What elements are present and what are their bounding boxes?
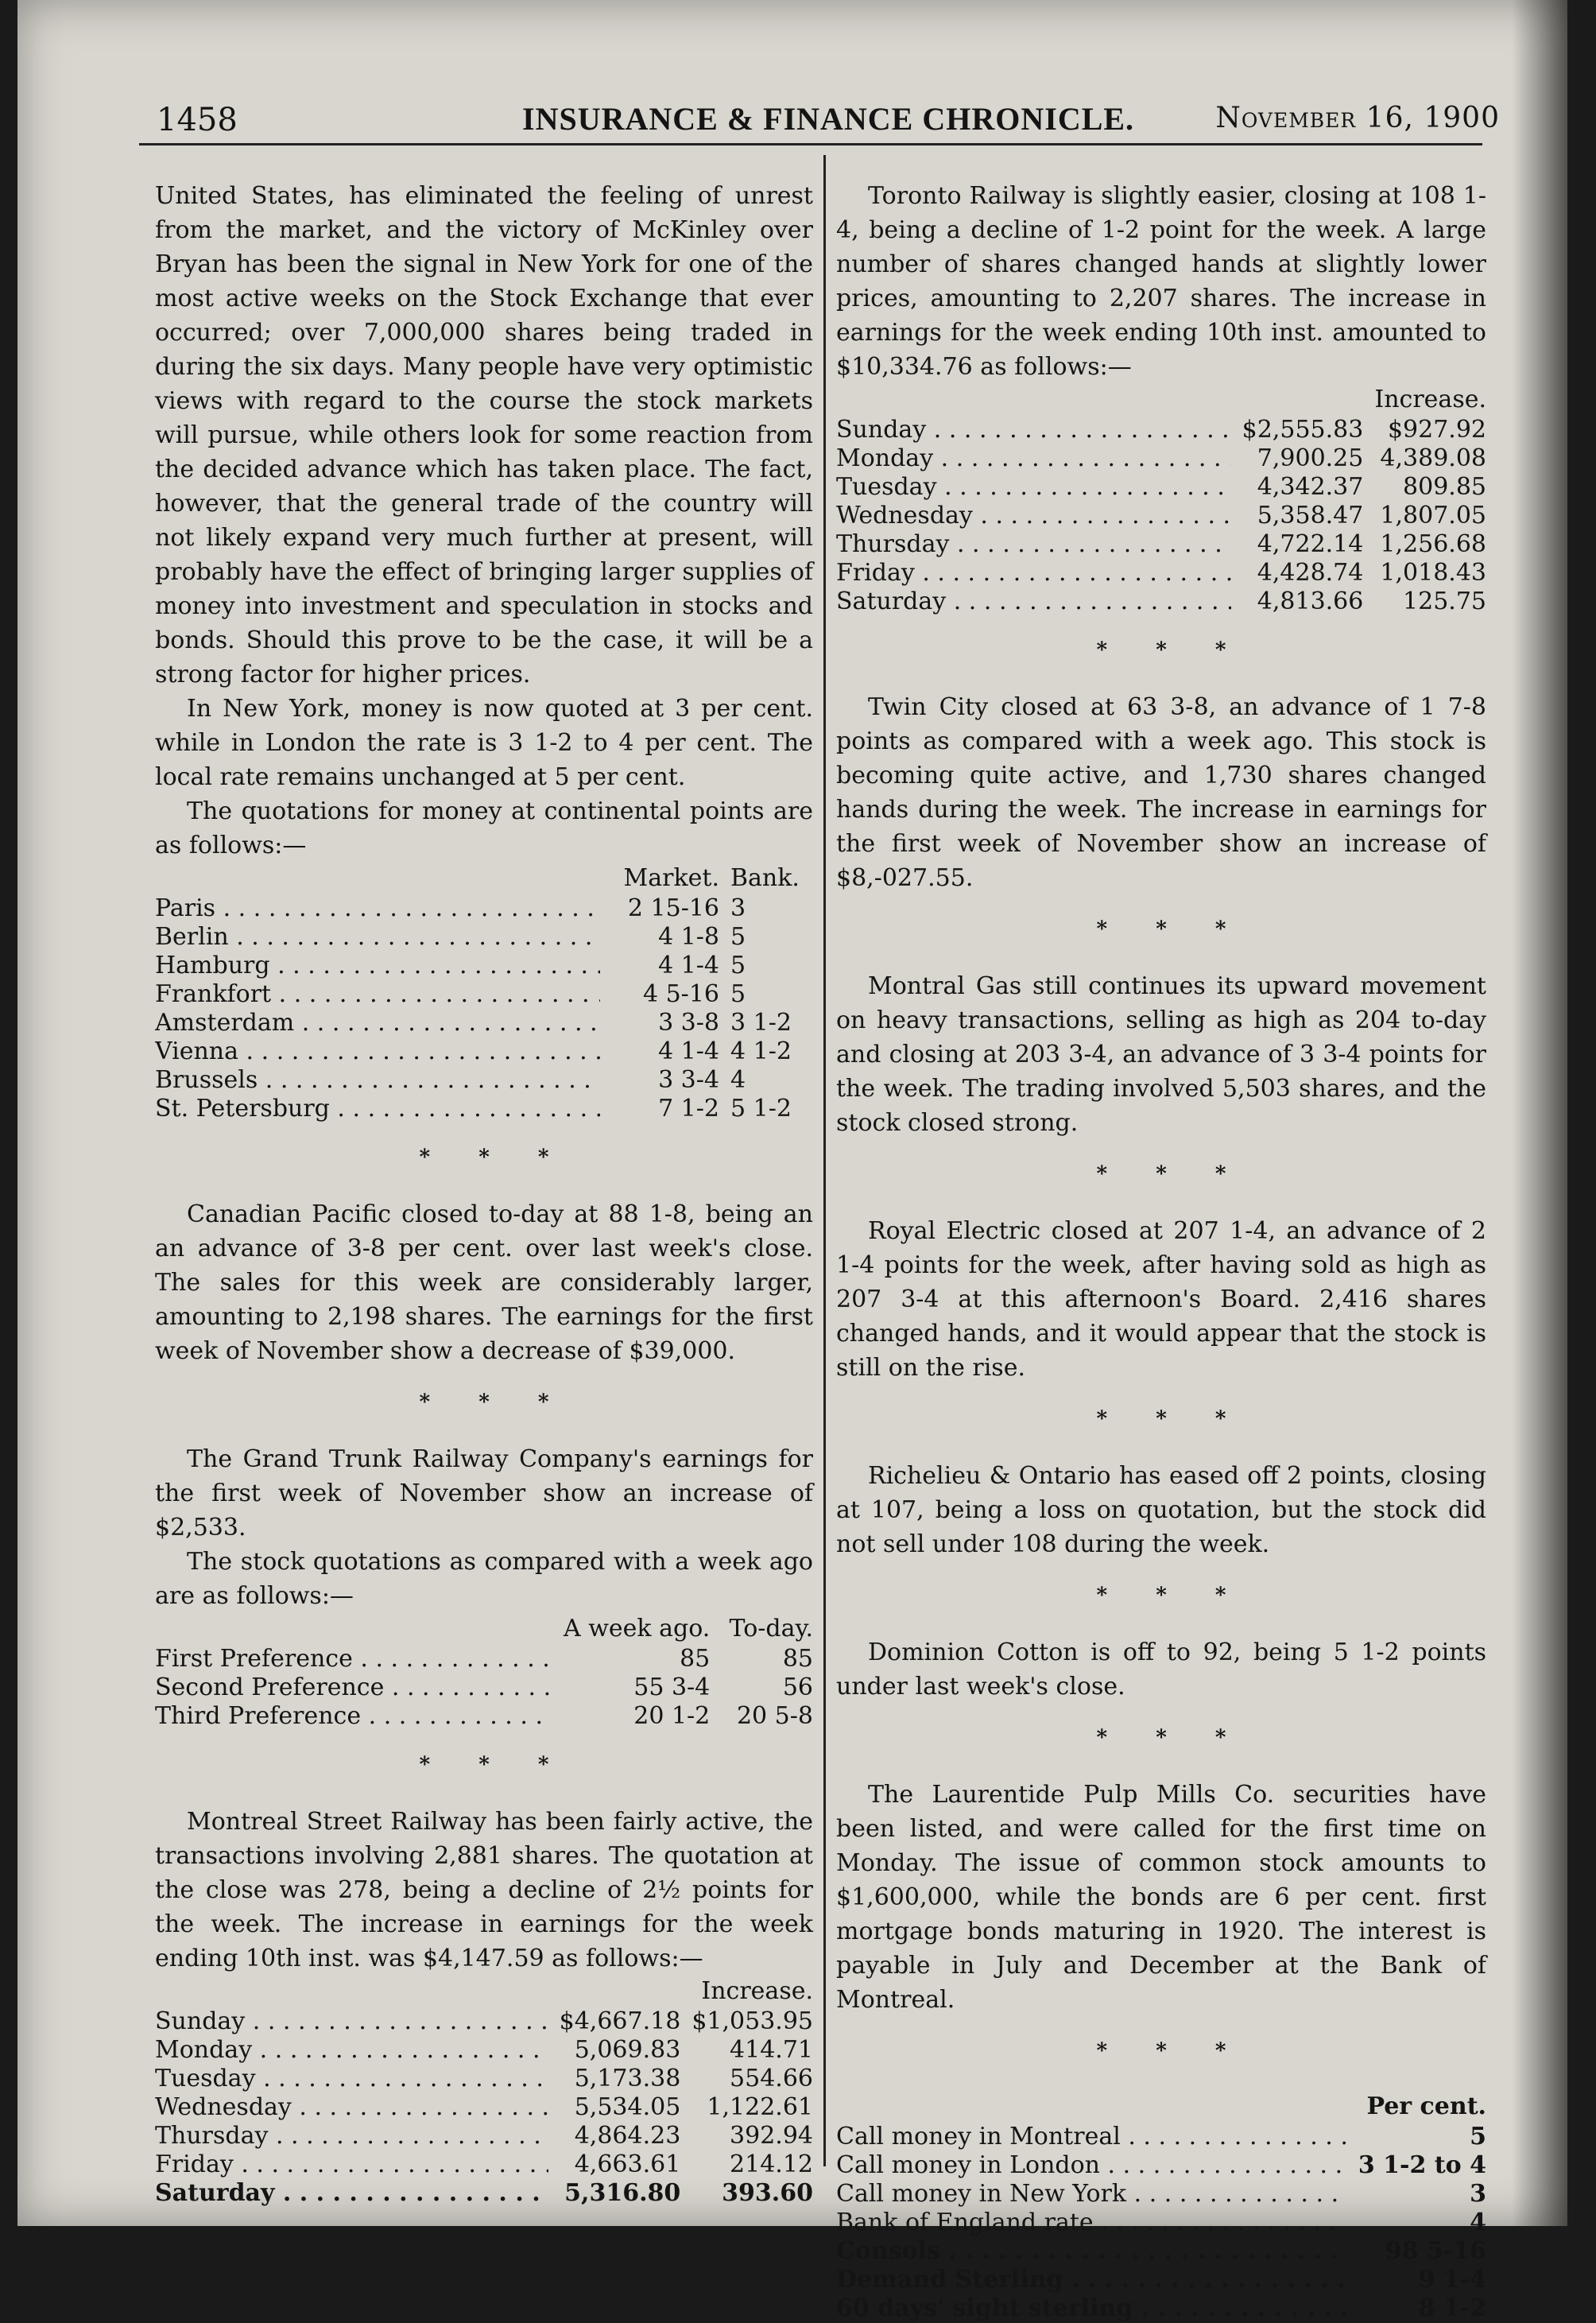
table-row: Third Preference . . . 20 1-2 20 5-8 bbox=[155, 1702, 813, 1731]
paragraph: Royal Electric closed at 207 1-4, an advance of 2 1-4 points for the week, after having sold as high as 207 3-4 at this afternoon's Board. 2,416 shares changed hands, and it would appear that the stock is still on the rise. bbox=[836, 1217, 1486, 1382]
paragraph: The stock quotations as compared with a week ago are as follows:— bbox=[155, 1548, 813, 1610]
column-header: Market. bbox=[623, 864, 719, 892]
section-divider: * * * bbox=[1096, 1162, 1247, 1186]
paragraph: Montreal Street Railway has been fairly active, the transactions involving 2,881 shares. The quotation at the close was 278, being a decline of 2½ points for the week. The increase in earnings for the week ending 10th inst. was $4,147.59 as follows:— bbox=[155, 1808, 813, 1972]
issue-date: November 16, 1900 bbox=[1215, 102, 1500, 134]
table-row: Thursday . . . 4,864.23 392.94 bbox=[155, 2122, 813, 2150]
section-divider: * * * bbox=[419, 1146, 570, 1169]
left-column bbox=[155, 179, 813, 2208]
table-row: Call money in London . . . 3 1-2 to 4 bbox=[836, 2151, 1486, 2180]
section-divider: * * * bbox=[1096, 1584, 1247, 1607]
table-row: Hamburg . . . 4 1-4 5 bbox=[155, 952, 813, 980]
table-row: Call money in Montreal . . . 5 bbox=[836, 2123, 1486, 2151]
section-divider: * * * bbox=[1096, 1726, 1247, 1750]
column-rule bbox=[823, 155, 826, 2166]
column-header: Bank. bbox=[730, 864, 800, 892]
table-row: Paris . . . 2 15-16 3 bbox=[155, 894, 813, 923]
paragraph: Richelieu & Ontario has eased off 2 points, closing at 107, being a loss on quotation, but the stock did not sell under 108 during the week. bbox=[836, 1462, 1486, 1558]
table-row: Frankfort . . . 4 5-16 5 bbox=[155, 980, 813, 1009]
column-header: Increase. bbox=[1374, 386, 1486, 413]
paragraph: Dominion Cotton is off to 92, being 5 1-2 points under last week's close. bbox=[836, 1639, 1486, 1701]
table-row: Wednesday . . . 5,534.05 1,122.61 bbox=[155, 2093, 813, 2122]
section-divider: * * * bbox=[419, 1390, 570, 1414]
column-header: To-day. bbox=[729, 1615, 813, 1642]
table-row: Bank of England rate . . . 4 bbox=[836, 2209, 1486, 2237]
table-row: 60 days' sight sterling . . . 8 1-2 bbox=[836, 2294, 1486, 2323]
table-row: St. Petersburg . . . 7 1-2 5 1-2 bbox=[155, 1095, 813, 1123]
publication-title: INSURANCE & FINANCE CHRONICLE. bbox=[522, 101, 1135, 137]
table-row: Brussels . . . 3 3-4 4 bbox=[155, 1066, 813, 1095]
paragraph: In New York, money is now quoted at 3 per cent. while in London the rate is 3 1-2 to 4 per cent. The local rate remains unchanged at 5 per cent. bbox=[155, 695, 813, 791]
right-column bbox=[836, 179, 1486, 2323]
header-rule bbox=[139, 143, 1482, 145]
table-row: Friday . . . 4,428.74 1,018.43 bbox=[836, 559, 1486, 588]
money-rates-table bbox=[836, 2091, 1486, 2323]
table-row: Saturday . . . 4,813.66 125.75 bbox=[836, 588, 1486, 616]
table-row: Monday . . . 5,069.83 414.71 bbox=[155, 2036, 813, 2065]
table-row: Tuesday . . . 5,173.38 554.66 bbox=[155, 2065, 813, 2093]
table-row: Saturday . . . 5,316.80 393.60 bbox=[155, 2179, 813, 2208]
column-header: A week ago. bbox=[564, 1615, 711, 1642]
table-row: Tuesday . . . 4,342.37 809.85 bbox=[836, 473, 1486, 502]
table-row: Sunday . . . $4,667.18 $1,053.95 bbox=[155, 2007, 813, 2036]
table-row: First Preference . . . 85 85 bbox=[155, 1645, 813, 1673]
table-row: Sunday . . . $2,555.83 $927.92 bbox=[836, 416, 1486, 444]
section-divider: * * * bbox=[1096, 1407, 1247, 1431]
table-row: Call money in New York . . . 3 bbox=[836, 2180, 1486, 2209]
page-number: 1458 bbox=[157, 102, 238, 138]
paragraph: Toronto Railway is slightly easier, closing at 108 1-4, being a decline of 1-2 point for the week. A large number of shares changed hands at slightly lower prices, amounting to 2,207 shares. The increase in earnings for the week ending 10th inst. amounted to $10,334.76 as follows:— bbox=[836, 182, 1486, 381]
section-divider: * * * bbox=[1096, 917, 1247, 941]
table-row: Amsterdam . . . 3 3-8 3 1-2 bbox=[155, 1009, 813, 1037]
paragraph: Canadian Pacific closed to-day at 88 1-8, being an an advance of 3-8 per cent. over last week's close. The sales for this week are considerably larger, amounting to 2,198 shares. The earnings for the first week of November show a decrease of $39,000. bbox=[155, 1200, 813, 1365]
paragraph: Montral Gas still continues its upward movement on heavy transactions, selling as high as 204 to-day and closing at 203 3-4, an advance of 3 3-4 points for the week. The trading involved 5,503 shares, and the stock closed strong. bbox=[836, 972, 1486, 1137]
grand-trunk-quotations-table bbox=[155, 1613, 813, 1731]
paragraph: The Grand Trunk Railway Company's earnings for the first week of November show an increase of $2,533. bbox=[155, 1445, 813, 1542]
paragraph: Twin City closed at 63 3-8, an advance of 1 7-8 points as compared with a week ago. This stock is becoming quite active, and 1,730 shares changed hands during the week. The increase in earnings for the first week of November show an increase of $8,-027.55. bbox=[836, 693, 1486, 892]
table-row: Wednesday . . . 5,358.47 1,807.05 bbox=[836, 502, 1486, 530]
column-header: Increase. bbox=[701, 1977, 813, 2005]
paragraph: The quotations for money at continental points are as follows:— bbox=[155, 797, 813, 859]
paragraph: United States, has eliminated the feeling of unrest from the market, and the victory of McKinley over Bryan has been the signal in New York for one of the most active weeks on the Stock Exchange that ever occurred; over 7,000,000 shares being traded in during the six days. Many people have very optimistic views with regard to the course the stock markets will pursue, while others look for some reaction from the decided advance which has taken place. The fact, however, that the general trade of the country will not likely expand very much further at present, will probably have the effect of bringing larger supplies of money into investment and speculation in stocks and bonds. Should this prove to be the case, it will be a strong factor for higher prices. bbox=[155, 182, 813, 688]
table-row: Friday . . . 4,663.61 214.12 bbox=[155, 2150, 813, 2179]
table-row: Berlin . . . 4 1-8 5 bbox=[155, 923, 813, 952]
montreal-street-earnings-table bbox=[155, 1976, 813, 2208]
table-row: Thursday . . . 4,722.14 1,256.68 bbox=[836, 530, 1486, 559]
paragraph: The Laurentide Pulp Mills Co. securities have been listed, and were called for the first time on Monday. The issue of common stock amounts to $1,600,000, while the bonds are 6 per cent. first mortgage bonds maturing in 1920. The interest is payable in July and December at the Bank of Montreal. bbox=[836, 1781, 1486, 2014]
table-row: Monday . . . 7,900.25 4,389.08 bbox=[836, 444, 1486, 473]
table-row: Consols . . . 98 5-16 bbox=[836, 2237, 1486, 2266]
column-header: Per cent. bbox=[1366, 2092, 1486, 2120]
page-header bbox=[157, 94, 1500, 142]
section-divider: * * * bbox=[1096, 2039, 1247, 2063]
section-divider: * * * bbox=[1096, 638, 1247, 662]
table-row: Second Preference . . . 55 3-4 56 bbox=[155, 1673, 813, 1702]
toronto-railway-earnings-table bbox=[836, 384, 1486, 616]
table-row: Vienna . . . 4 1-4 4 1-2 bbox=[155, 1037, 813, 1066]
money-quotations-table bbox=[155, 863, 813, 1123]
section-divider: * * * bbox=[419, 1753, 570, 1777]
table-row: Demand Sterling . . . 9 1-4 bbox=[836, 2266, 1486, 2294]
